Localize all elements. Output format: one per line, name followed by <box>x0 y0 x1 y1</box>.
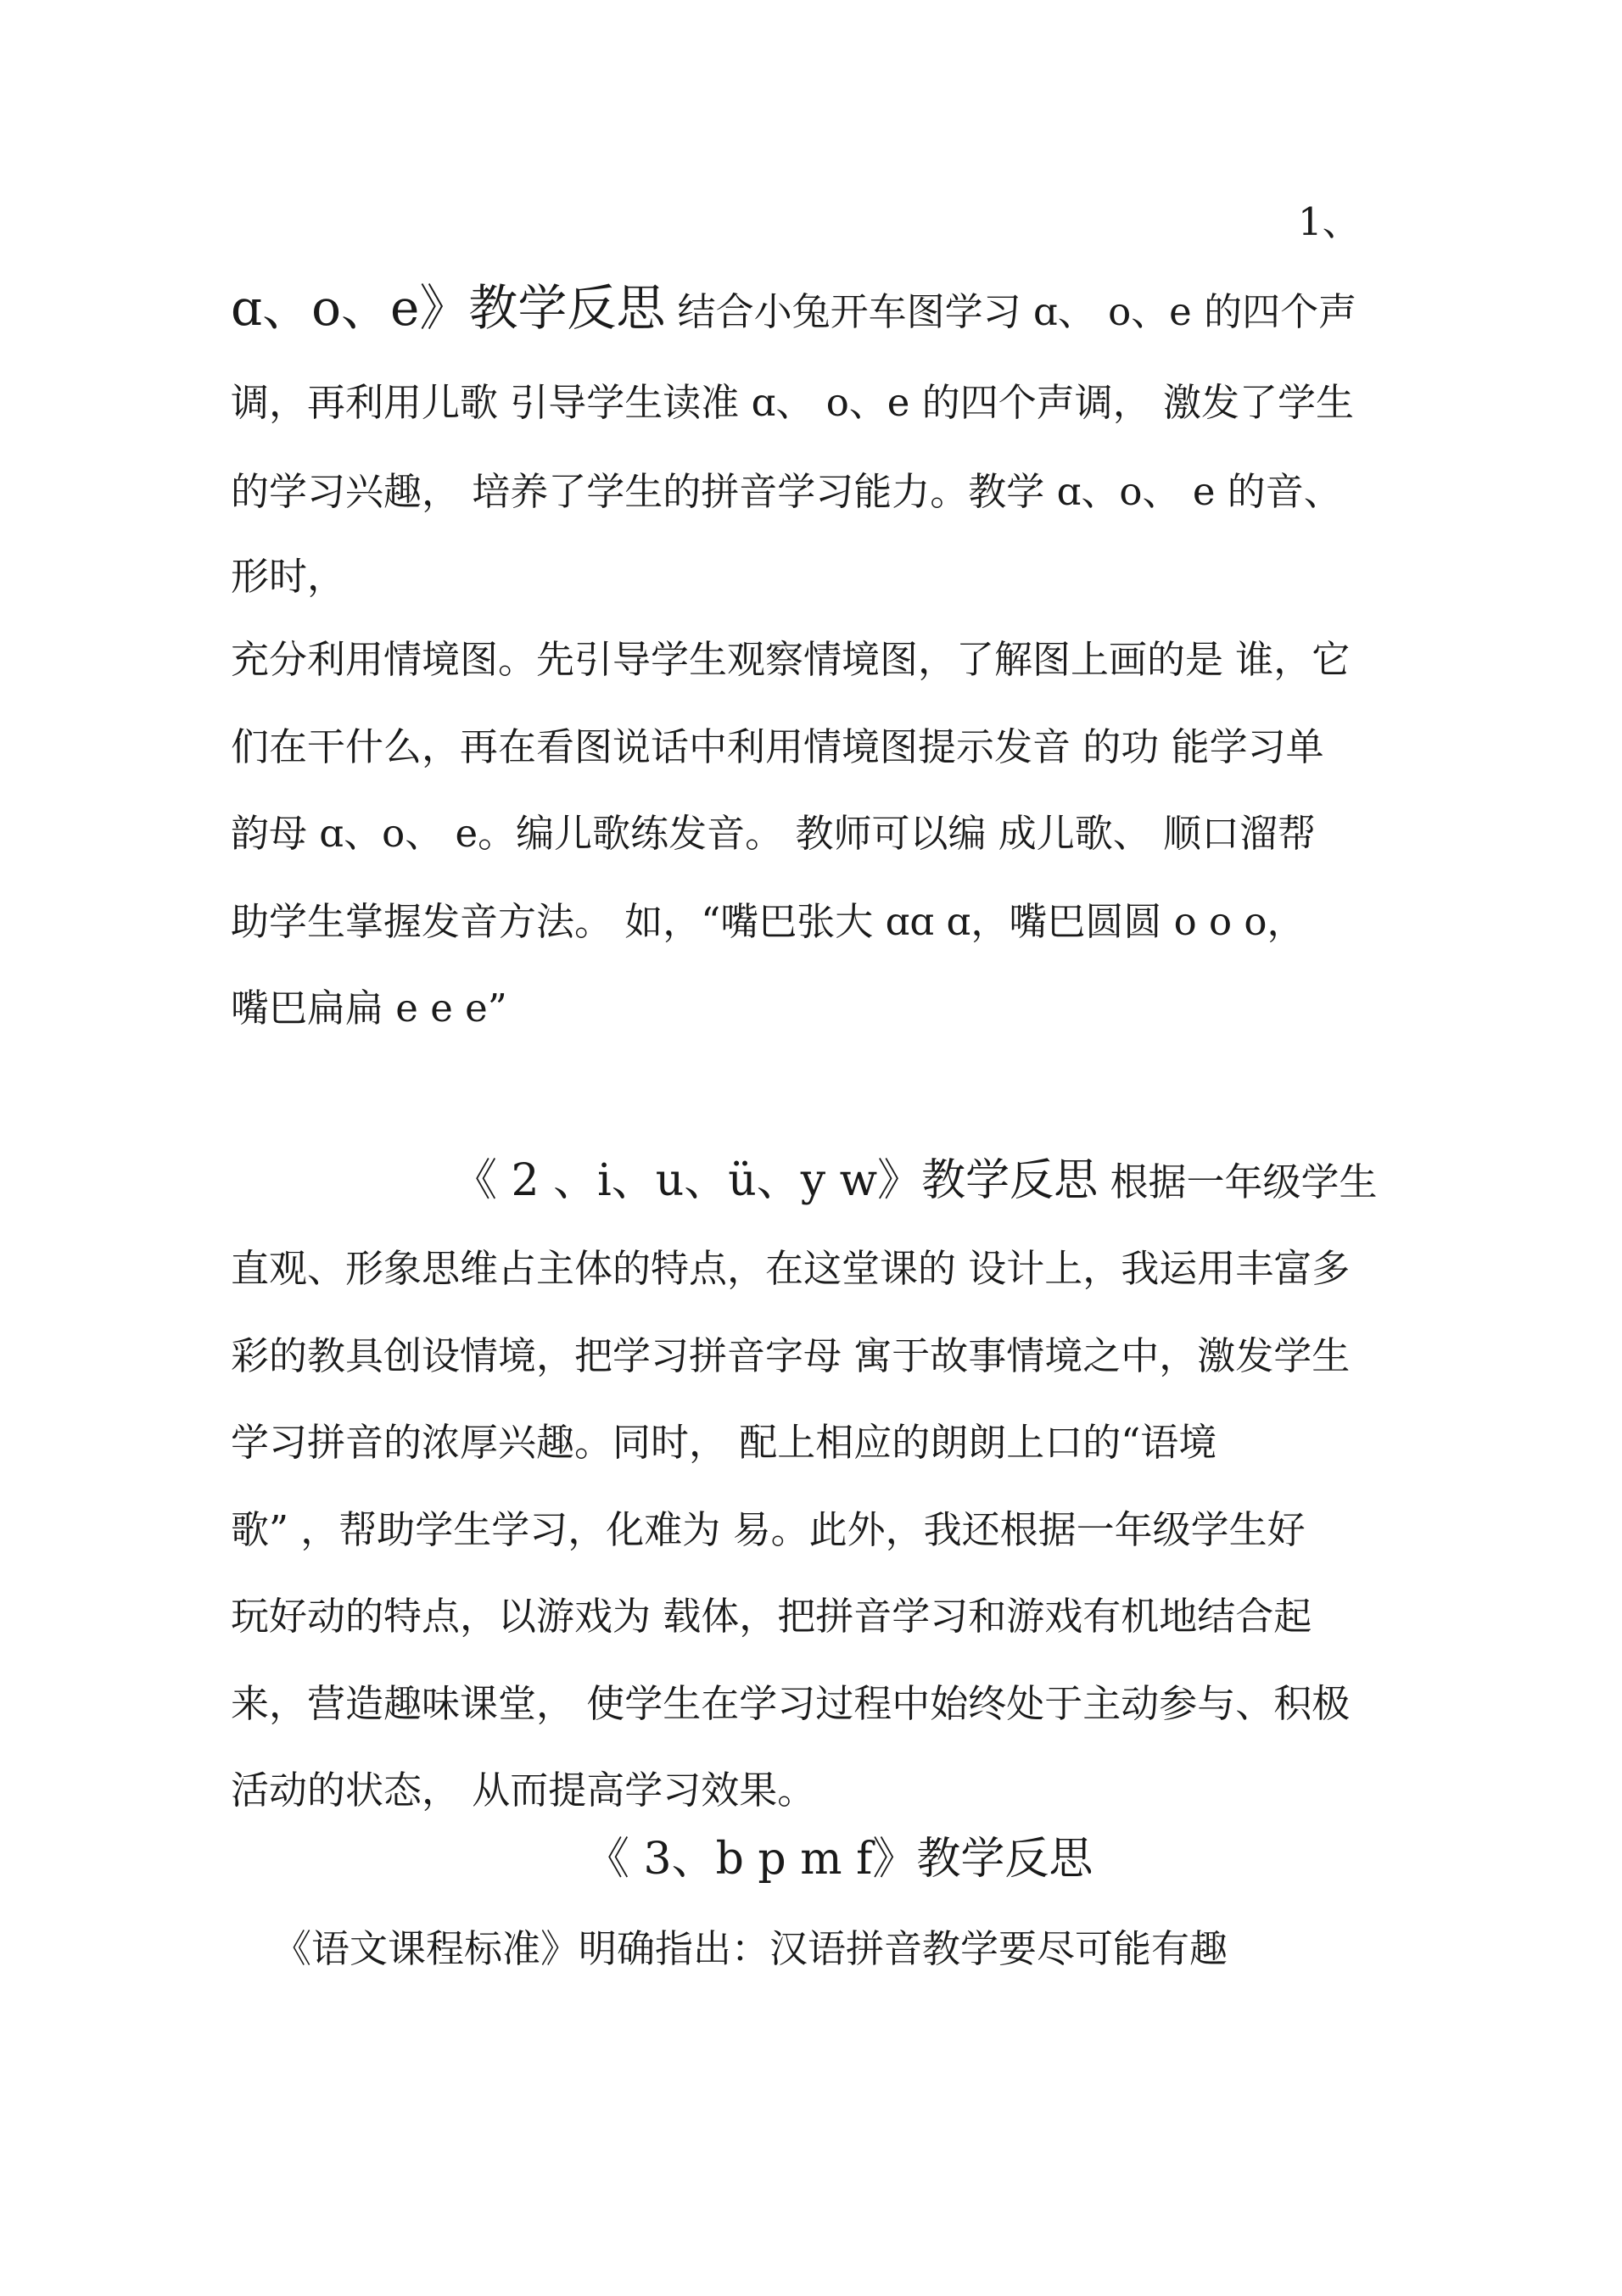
section-2-heading: 《 2 、i、u、ü、y w》教学反思 <box>453 1155 1099 1206</box>
paragraph-line: 玩好动的特点，以游戏为 载体，把拼音学习和游戏有机地结合起 <box>231 1594 1312 1639</box>
paragraph-line: 活动的状态， 从而提高学习效果。 <box>231 1768 816 1813</box>
paragraph-line: 调，再利用儿歌 引导学生读准 ɑ、 o、e 的四个声调， 激发了学生 <box>231 380 1355 425</box>
section-1-first-line <box>231 279 1357 338</box>
paragraph-line: 助学生掌握发音方法。 如，“嘴巴张大 ɑɑ ɑ，嘴巴圆圆 o o o， <box>231 899 1306 944</box>
paragraph-line: 们在干什么，再在看图说话中利用情境图提示发音 的功 能学习单 <box>231 724 1324 769</box>
section-1-heading: ɑ、o、e》教学反思 <box>231 279 666 337</box>
paragraph-line: 彩的教具创设情境，把学习拼音字母 寓于故事情境之中，激发学生 <box>231 1333 1351 1378</box>
paragraph-line: 的学习兴趣， 培养了学生的拼音学习能力。教学 ɑ、o、 e 的音、 <box>231 469 1342 514</box>
section-2-first-line-text: 根据一年级学生 <box>1098 1159 1378 1204</box>
paragraph-line: 学习拼音的浓厚兴趣。同时， 配上相应的朗朗上口的“语境 <box>231 1420 1217 1465</box>
section-2-first-line <box>453 1155 1377 1208</box>
paragraph-line: 充分利用情境图。先引导学生观察情境图，了解图上画的是 谁，它 <box>231 637 1351 682</box>
section-1-number: 1、 <box>1298 199 1361 244</box>
paragraph-line: 直观、形象思维占主体的特点，在这堂课的 设计上，我运用丰富多 <box>231 1246 1351 1291</box>
paragraph-line: 《语文课程标准》明确指出：汉语拼音教学要尽可能有趣 <box>273 1926 1228 1971</box>
section-1-first-line-text: 结合小兔开车图学习 ɑ、 o、e 的四个声 <box>665 289 1357 334</box>
section-3-heading: 《 3、b p m f》教学反思 <box>585 1834 1093 1885</box>
paragraph-line: 韵母 ɑ、o、 e。编儿歌练发音。 教师可以编 成儿歌、 顺口溜帮 <box>231 811 1317 856</box>
paragraph-line: 来，营造趣味课堂， 使学生在学习过程中始终处于主动参与、积极 <box>231 1681 1351 1726</box>
paragraph-line: 形时， <box>231 554 346 599</box>
paragraph-line: 嘴巴扁扁 e e e” <box>231 986 507 1031</box>
paragraph-line: 歌” ，帮助学生学习，化难为 易。此外，我还根据一年级学生好 <box>231 1507 1306 1552</box>
